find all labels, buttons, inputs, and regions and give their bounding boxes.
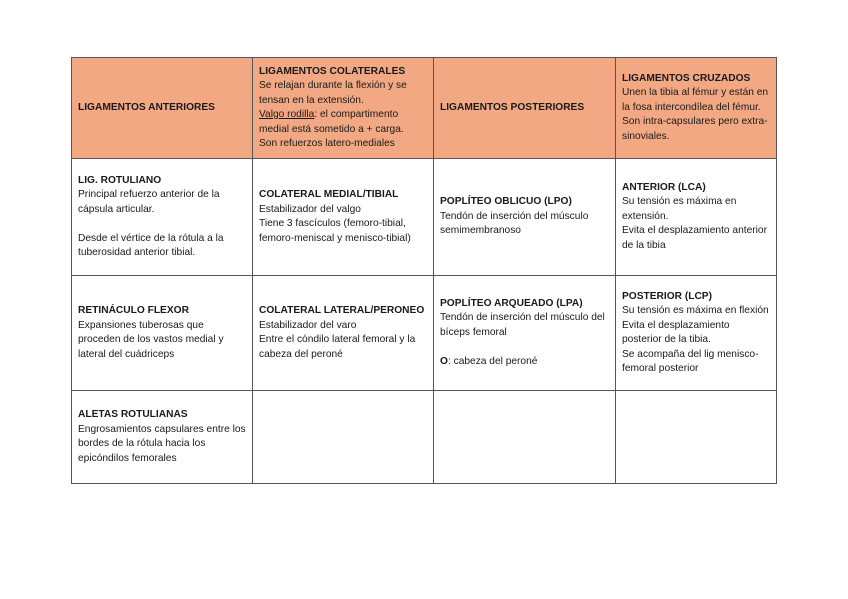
cell-text: Tiene 3 fascículos (femoro-tibial, femoro-meniscal y menisco-tibial)	[259, 218, 411, 244]
ligaments-table	[71, 57, 777, 484]
origin-label: O	[440, 355, 448, 367]
cell-text: Estabilizador del varo	[259, 319, 357, 331]
empty-cell	[616, 391, 777, 484]
cell-lca	[616, 159, 777, 276]
cell-text: Principal refuerzo anterior de la cápsula articular.	[78, 189, 220, 215]
header-title: LIGAMENTOS COLATERALES	[259, 65, 406, 77]
header-title: LIGAMENTOS ANTERIORES	[78, 101, 215, 113]
cell-text: Se relajan durante la flexión y se tensan en la extensión.	[259, 80, 407, 106]
cell-popliteo-arqueado	[434, 276, 616, 391]
cell-title: COLATERAL LATERAL/PERONEO	[259, 305, 425, 316]
table-row	[72, 276, 777, 391]
blank-line	[440, 340, 609, 355]
valgo-text: : el compartimento medial está sometido a + carga.	[259, 109, 404, 135]
cell-colateral-lateral	[253, 276, 434, 391]
header-title: LIGAMENTOS POSTERIORES	[440, 101, 585, 113]
empty-cell	[253, 391, 434, 484]
cell-title: POSTERIOR (LCP)	[622, 290, 712, 302]
cell-text: Su tensión es máxima en flexión	[622, 305, 769, 316]
cell-title: ANTERIOR (LCA)	[622, 181, 706, 193]
cell-text: Son intra-capsulares pero extra-sinoviales.	[622, 116, 768, 142]
table-row	[72, 391, 777, 484]
cell-retinaculo-flexor	[72, 276, 253, 391]
cell-text: Se acompaña del lig menisco-femoral posterior	[622, 348, 759, 374]
cell-text: Son refuerzos latero-mediales	[259, 138, 395, 149]
cell-colateral-medial	[253, 159, 434, 276]
cell-popliteo-oblicuo	[434, 159, 616, 276]
cell-text: Tendón de inserción del músculo semimembranoso	[440, 210, 589, 237]
table-header-row	[72, 58, 777, 159]
table-row	[72, 159, 777, 276]
cell-title: LIG. ROTULIANO	[78, 174, 162, 186]
header-title: LIGAMENTOS CRUZADOS	[622, 72, 751, 84]
cell-title: ALETAS ROTULIANAS	[78, 409, 188, 420]
empty-cell	[434, 391, 616, 484]
cell-aletas-rotulianas	[72, 391, 253, 484]
cell-lig-rotuliano	[72, 159, 253, 276]
cell-text: Su tensión es máxima en extensión.	[622, 196, 737, 222]
cell-text	[440, 355, 609, 370]
cell-text: Engrosamientos capsulares entre los bordes de la rótula hacia los epicóndilos femorales	[78, 423, 246, 464]
cell-title: RETINÁCULO FLEXOR	[78, 305, 189, 316]
cell-text: Desde el vértice de la rótula a la tuberosidad anterior tibial.	[78, 232, 224, 258]
cell-title: POPLÍTEO ARQUEADO (LPA)	[440, 297, 583, 309]
cell-text: Evita el desplazamiento anterior de la tibia	[622, 225, 767, 251]
cell-text: Tendón de inserción del músculo del bíceps femoral	[440, 312, 605, 338]
header-posteriores	[434, 58, 616, 159]
cell-text: Entre el cóndilo lateral femoral y la cabeza del peroné	[259, 334, 416, 360]
header-colaterales	[253, 58, 434, 159]
cell-text: Evita el desplazamiento posterior de la tibia.	[622, 319, 730, 345]
blank-line	[78, 217, 246, 232]
cell-text: Estabilizador del valgo	[259, 203, 361, 215]
header-anteriores	[72, 58, 253, 159]
cell-text: Expansiones tuberosas que proceden de los vastos medial y lateral del cuádriceps	[78, 319, 224, 360]
cell-title: POPLÍTEO OBLICUO (LPO)	[440, 196, 572, 208]
cell-lcp	[616, 276, 777, 391]
valgo-label: Valgo rodilla	[259, 109, 315, 120]
origin-text: : cabeza del peroné	[447, 355, 538, 367]
cell-text: Unen la tibia al fémur y están en la fosa intercondílea del fémur.	[622, 87, 769, 113]
cell-title: COLATERAL MEDIAL/TIBIAL	[259, 189, 399, 200]
cell-text	[259, 108, 427, 137]
header-cruzados	[616, 58, 777, 159]
